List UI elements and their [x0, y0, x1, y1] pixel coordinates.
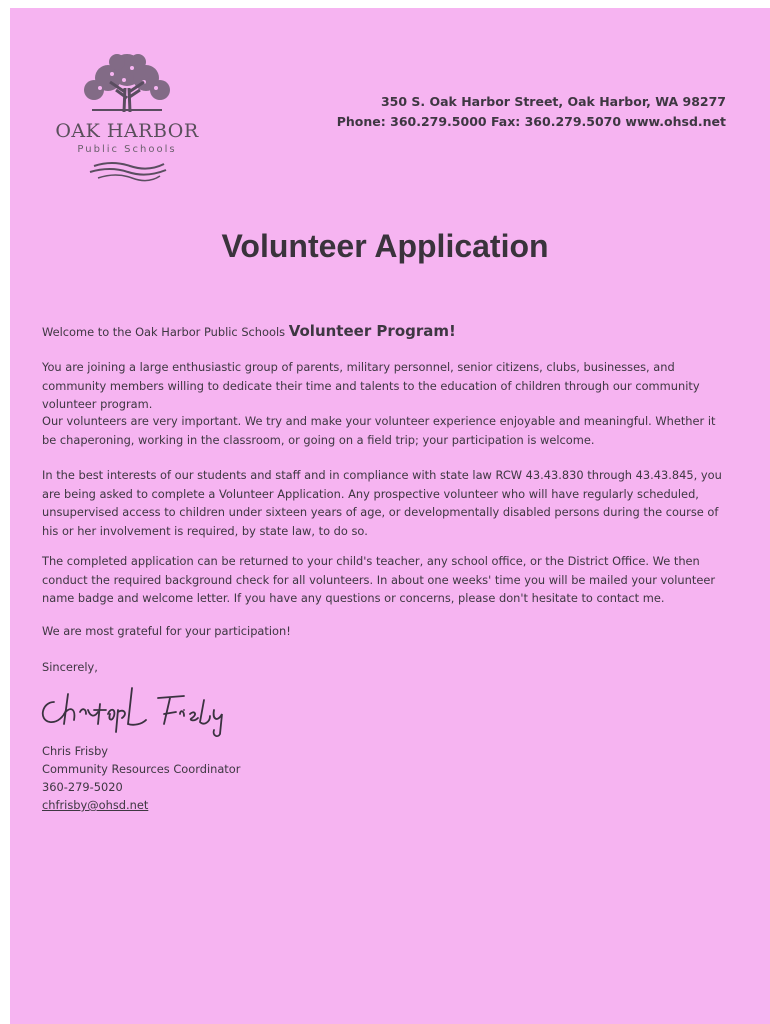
paragraph-thanks: We are most grateful for your participation!	[42, 624, 291, 638]
paragraph-legal: In the best interests of our students and staff and in compliance with state law RCW 43.43.830 through 43.43.845, you are being asked to complete a Volunteer Application. Any prospective volunteer who will have regularly scheduled, unsupervised access to children under sixteen years of age, or developmentally disabled persons during the course of his or her involvement is required, by state law, to do so.	[42, 468, 722, 538]
signer-block	[42, 742, 732, 814]
letterhead-contact	[337, 92, 726, 132]
handwritten-signature	[34, 680, 244, 740]
closing-line: Sincerely,	[42, 660, 98, 674]
welcome-line	[42, 322, 732, 342]
tree-logo-icon	[52, 48, 202, 188]
signer-email-link[interactable]: chfrisby@ohsd.net	[42, 798, 149, 812]
page-title: Volunteer Application	[221, 228, 549, 264]
welcome-emphasis: Volunteer Program!	[288, 322, 456, 340]
signer-role: Community Resources Coordinator	[42, 762, 241, 776]
logo-org-name: OAK HARBOR	[55, 120, 199, 142]
address-line: 350 S. Oak Harbor Street, Oak Harbor, WA 98277	[380, 94, 726, 109]
logo-org-subtitle: Public Schools	[77, 144, 177, 155]
paragraph-return: The completed application can be returned to your child's teacher, any school office, or the District Office. We then conduct the required background check for all volunteers. In about one weeks' time you will be mailed your volunteer name badge and welcome letter. If you have any questions or concerns, please don't hesitate to contact me.	[42, 554, 716, 605]
welcome-lead: Welcome to the Oak Harbor Public Schools	[42, 325, 289, 339]
signer-phone: 360-279-5020	[42, 780, 123, 794]
oak-harbor-logo	[52, 48, 202, 188]
paragraph-importance: Our volunteers are very important. We try and make your volunteer experience enjoyable and meaningful. Whether it be chaperoning, working in the classroom, or going on a field trip; your participation is welcome.	[42, 414, 716, 447]
phone-fax-web-line: Phone: 360.279.5000 Fax: 360.279.5070 www.ohsd.net	[336, 114, 726, 129]
signer-name: Chris Frisby	[42, 744, 109, 758]
paragraph-intro: You are joining a large enthusiastic group of parents, military personnel, senior citizens, clubs, businesses, and community members willing to dedicate their time and talents to the education of children through our community volunteer program.	[42, 360, 700, 411]
